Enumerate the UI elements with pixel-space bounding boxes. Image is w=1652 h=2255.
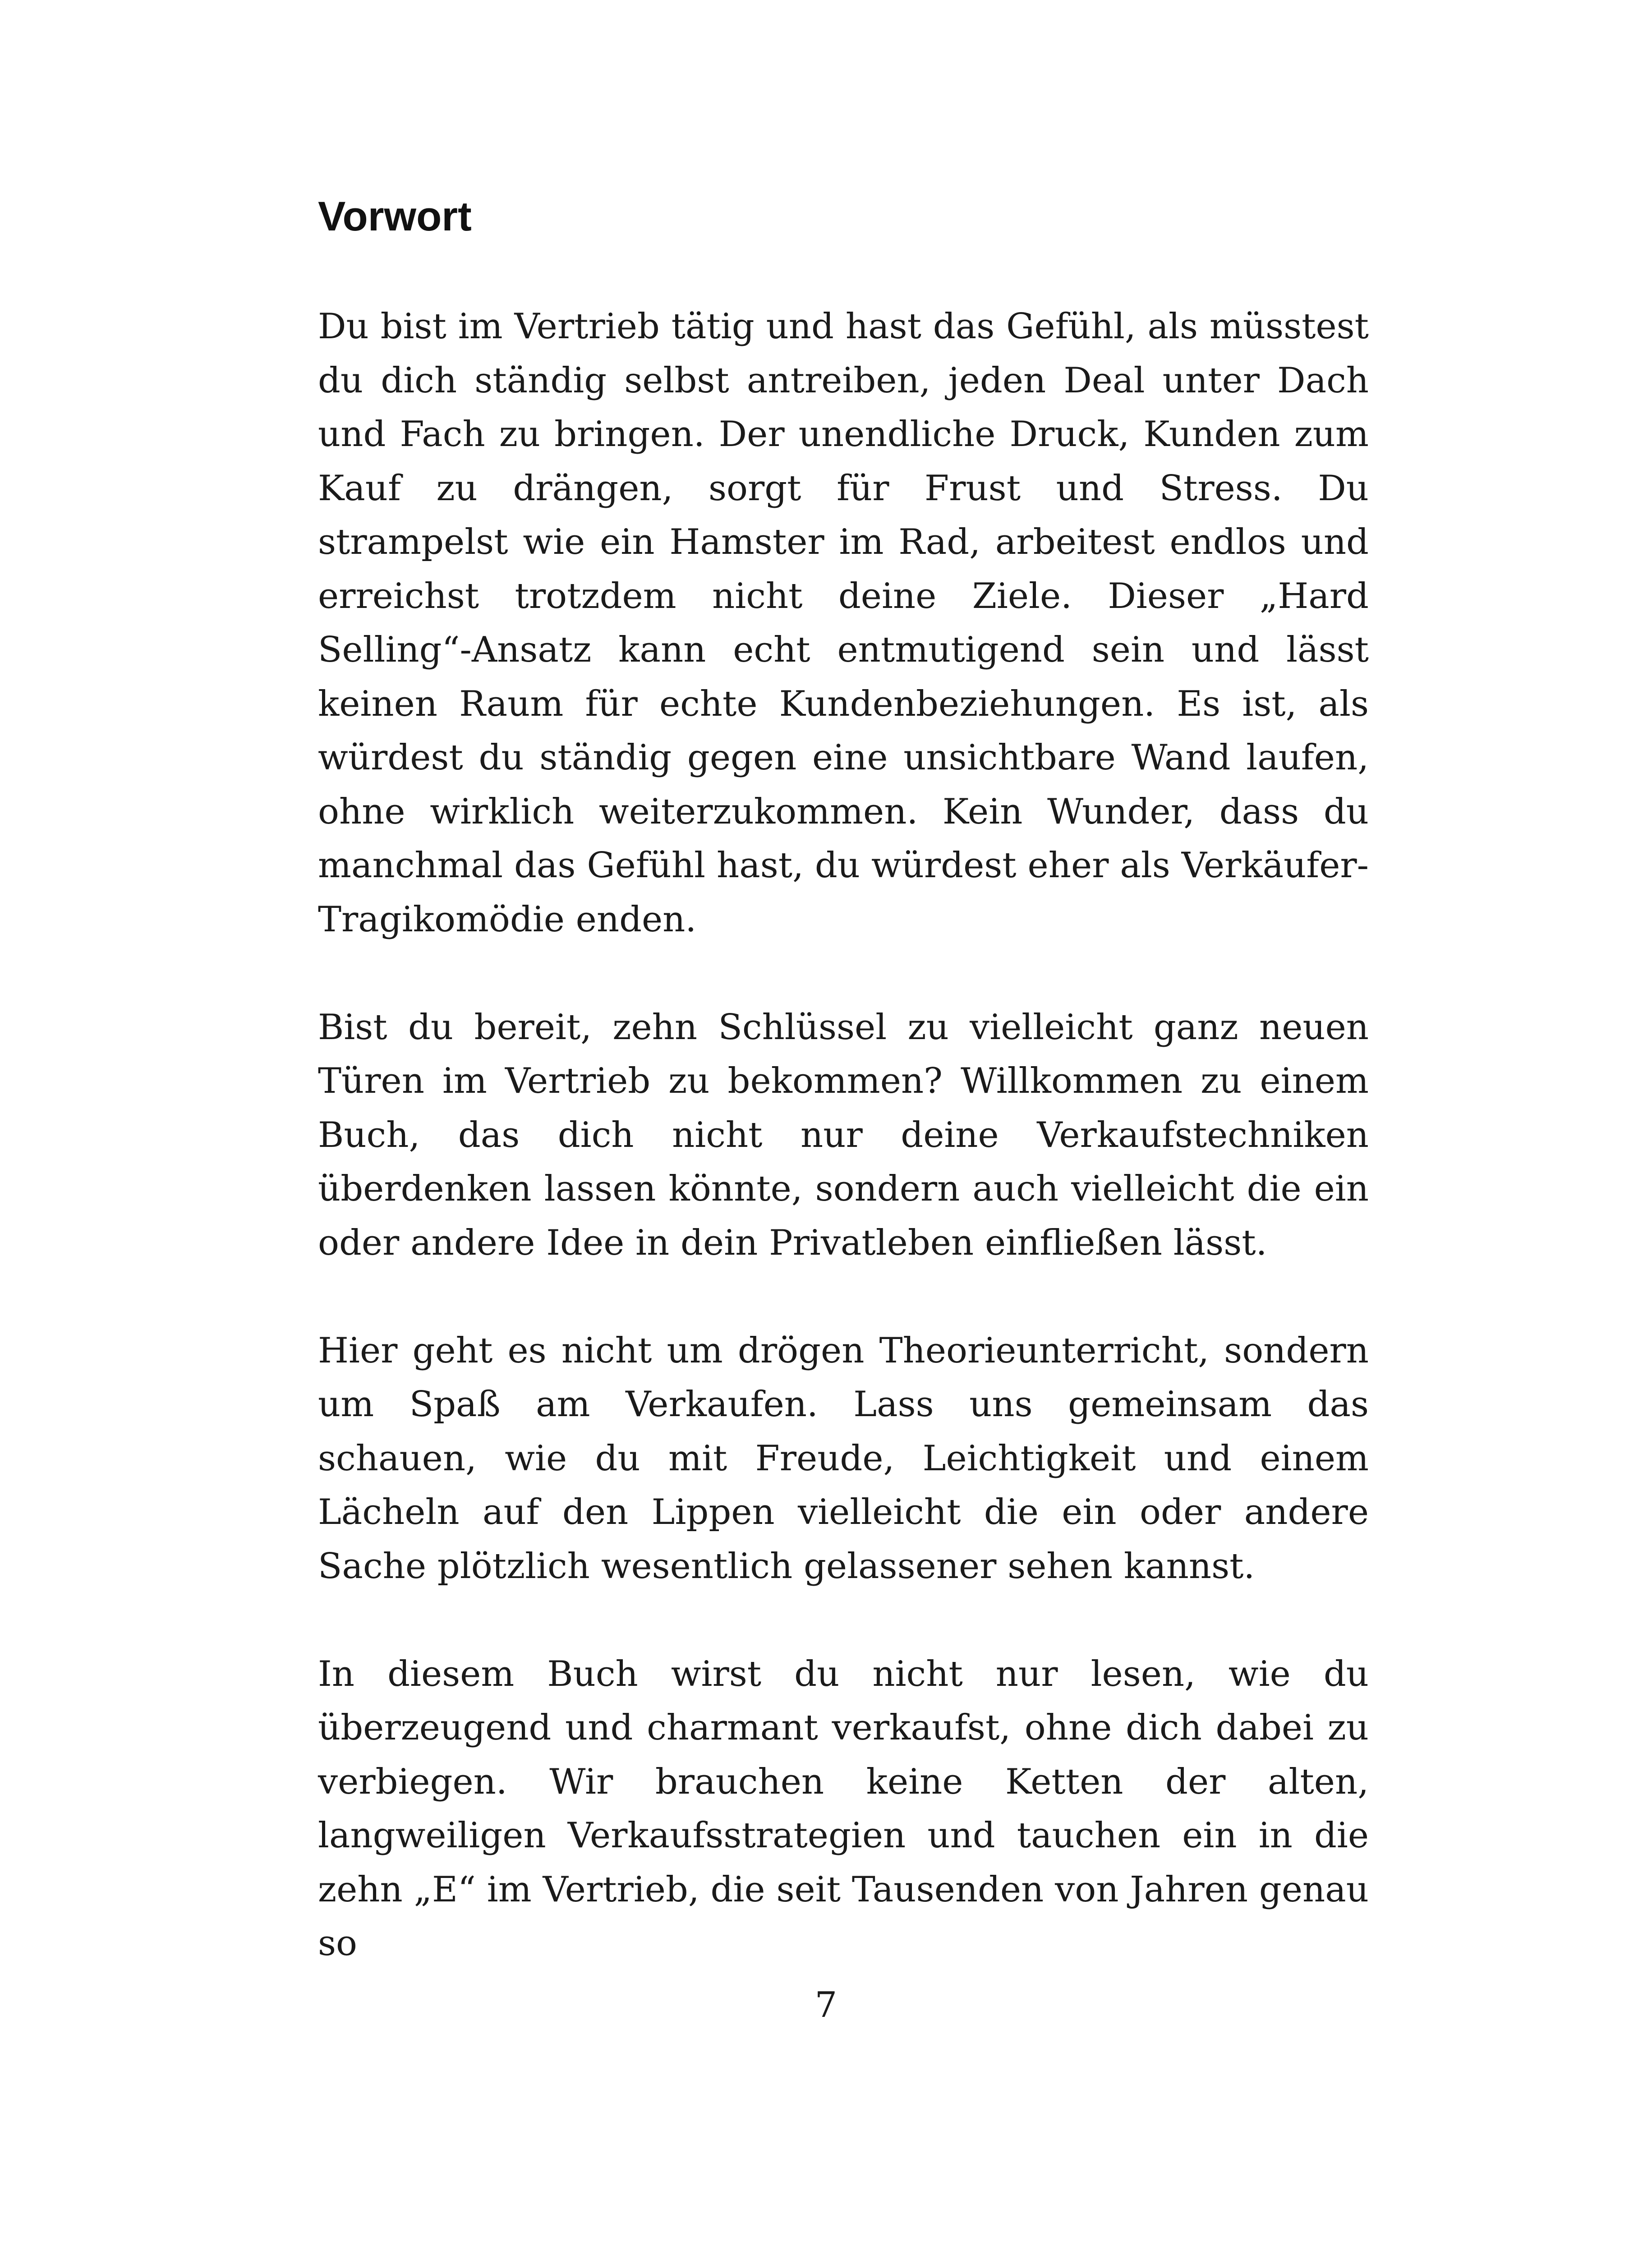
paragraph-4: In diesem Buch wirst du nicht nur lesen, wie du überzeugend und charmant verkaufst, ohne dich dabei zu verbiegen. Wir brauchen keine Ketten der alten, langweiligen Verkaufsstrategien und tauchen ein in die zehn „E“ im Vertrieb, die seit Tausenden von Jahren genau so: [318, 1653, 1369, 1964]
page-number: 7: [814, 1985, 838, 2025]
paragraph-1: Du bist im Vertrieb tätig und hast das Gefühl, als müsstest du dich ständig selbst antreiben, jeden Deal unter Dach und Fach zu bringen. Der unendliche Druck, Kunden zum Kauf zu drängen, sorgt für Frust und Stress. Du strampelst wie ein Hamster im Rad, arbeitest endlos und erreichst trotzdem nicht deine Ziele. Dieser „Hard Selling“-Ansatz kann echt entmutigend sein und lässt keinen Raum für echte Kundenbeziehungen. Es ist, als würdest du ständig gegen eine unsichtbare Wand laufen, ohne wirklich weiterzukommen. Kein Wunder, dass du manchmal das Gefühl hast, du würdest eher als Verkäufer-Tragikomödie enden.: [318, 306, 1369, 940]
body-text: [318, 300, 1369, 1971]
paragraph-3: Hier geht es nicht um drögen Theorieunterricht, sondern um Spaß am Verkaufen. Lass uns gemeinsam das schauen, wie du mit Freude, Leichtigkeit und einem Lächeln auf den Lippen vielleicht die ein oder andere Sache plötzlich wesentlich gelassener sehen kannst.: [318, 1330, 1369, 1587]
paragraph-2: Bist du bereit, zehn Schlüssel zu vielleicht ganz neuen Türen im Vertrieb zu bekommen? Willkommen zu einem Buch, das dich nicht nur deine Verkaufstechniken überdenken lassen könnte, sondern auch vielleicht die ein oder andere Idee in dein Privatleben einfließen lässt.: [318, 1007, 1369, 1263]
chapter-heading: Vorwort: [318, 193, 472, 239]
